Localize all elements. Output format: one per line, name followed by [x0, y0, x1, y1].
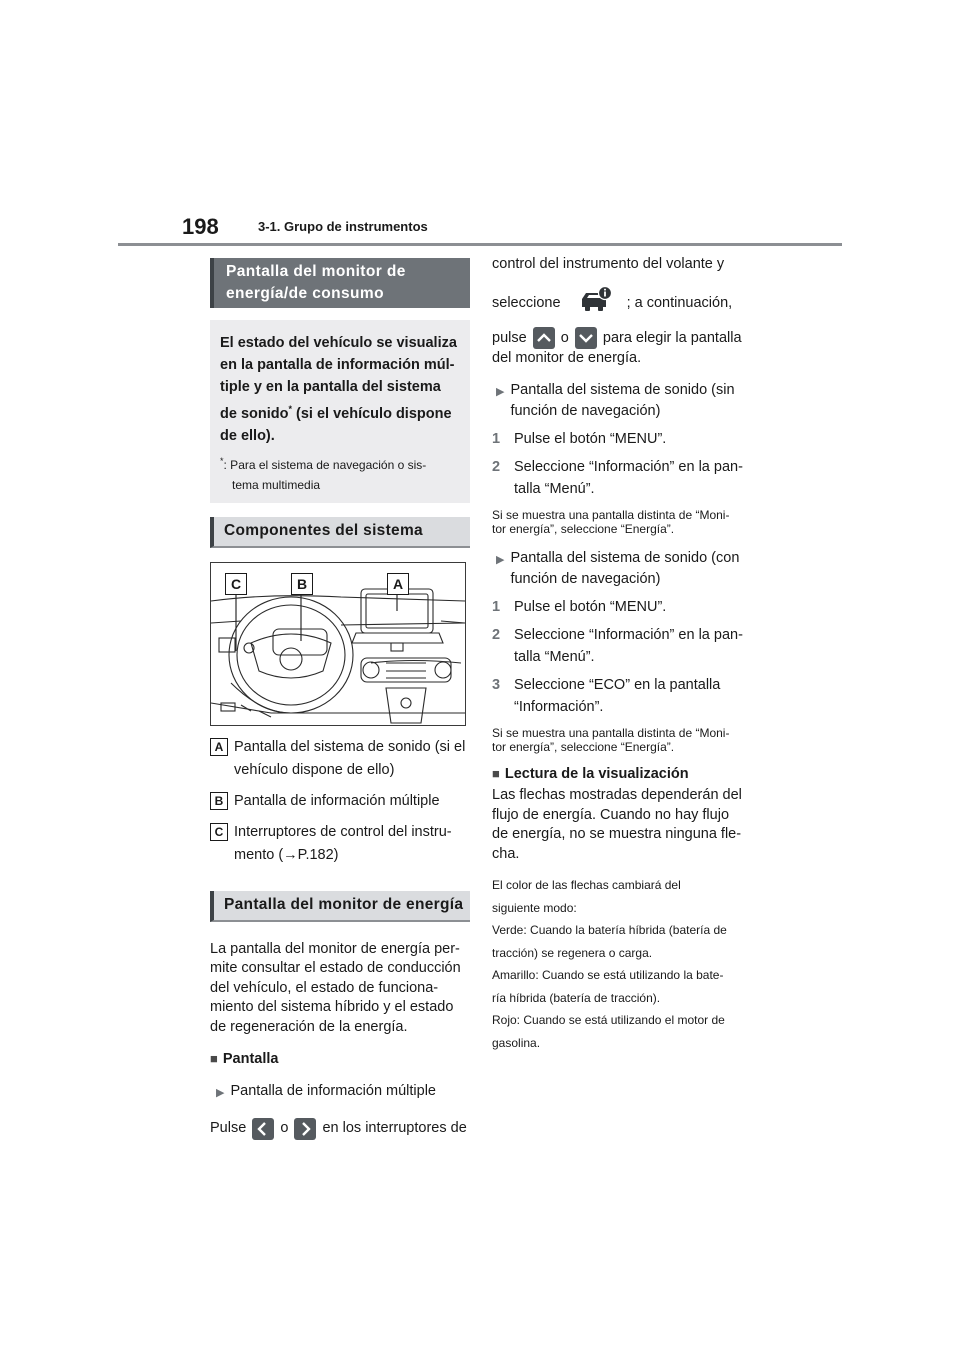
- steps-no-nav: [492, 428, 754, 500]
- left-arrow-button-icon: [252, 1118, 274, 1140]
- left-column: [210, 258, 470, 1140]
- info-line: en la pantalla de información múl-: [220, 357, 455, 373]
- chapter-title: 3-1. Grupo de instrumentos: [258, 219, 428, 234]
- continued-text: del monitor de energía.: [492, 349, 642, 366]
- info-line: tiple y en la pantalla del sistema: [220, 379, 441, 395]
- page-number: 198: [182, 214, 219, 239]
- section-heading-components: Componentes del sistema: [210, 517, 470, 548]
- triangle-bullet-icon: ▶: [496, 554, 505, 567]
- right-arrow-button-icon: [294, 1118, 316, 1140]
- legend-text: vehículo dispone de ello): [234, 761, 395, 778]
- legend-key: B: [210, 792, 228, 810]
- up-arrow-button-icon: [533, 327, 555, 349]
- legend-text: Pantalla del sistema de sonido (si el: [234, 738, 466, 755]
- figure-label-a: A: [387, 573, 409, 595]
- arrow-item-no-nav: ▶ Pantalla del sistema de sonido (sin función de navegación): [496, 380, 754, 422]
- header-rule: [118, 243, 842, 246]
- reading-paragraph: Las flechas mostradas dependerán del flujo de energía. Cuando no hay flujo de energía, no se muestra ninguna fle- cha.: [492, 787, 742, 862]
- vehicle-info-icon: [579, 285, 613, 321]
- arrow-color-notes: El color de las flechas cambiará del siguiente modo: Verde: Cuando la batería híbrida (batería de tracción) se regenera o carga. Amarillo: Cuando se está utilizando la bate- ría híbrida (batería de tracción). Rojo: Cuando se está utilizando el motor de gasolina.: [492, 878, 727, 1050]
- legend-text: Interruptores de control del instru-: [234, 823, 452, 840]
- figure-label-c: C: [225, 573, 247, 595]
- down-arrow-button-icon: [575, 327, 597, 349]
- arrow-item-mid: ▶ Pantalla de información múltiple: [216, 1081, 470, 1104]
- step-item: 2 Seleccione “Información” en la pan- talla “Menú”.: [492, 627, 743, 666]
- continued-text: control del instrumento del volante y: [492, 256, 725, 272]
- step-item: 2 Seleccione “Información” en la pan- talla “Menú”.: [492, 459, 743, 498]
- figure-label-b: B: [291, 573, 313, 595]
- subheading-lectura: ■ Lectura de la visualización: [492, 766, 754, 782]
- right-column: [492, 255, 754, 1054]
- legend-item-a: [210, 736, 470, 782]
- step-item: 1 Pulse el botón “MENU”.: [492, 431, 667, 448]
- step-item: 3 Seleccione “ECO” en la pantalla “Información”.: [492, 677, 721, 716]
- arrow-item-with-nav: ▶ Pantalla del sistema de sonido (con función de navegación): [496, 548, 754, 590]
- info-line: El estado del vehículo se visualiza: [220, 335, 457, 351]
- footnote-star: *: [288, 404, 292, 414]
- figure-legend: [210, 736, 470, 867]
- subheading-pantalla: ■ Pantalla: [210, 1051, 470, 1067]
- legend-item-c: [210, 821, 470, 867]
- energy-monitor-paragraph: La pantalla del monitor de energía per- mite consultar el estado de conducción del vehículo, el estado de funciona- miento del sistema híbrido y el estado de regeneración de la energía.: [210, 940, 461, 1035]
- step-item: 1 Pulse el botón “MENU”.: [492, 599, 667, 616]
- triangle-bullet-icon: ▶: [216, 1087, 225, 1100]
- info-box: [210, 320, 470, 503]
- footnote-cont: tema multimedia: [232, 477, 321, 492]
- legend-item-b: [210, 790, 470, 813]
- legend-key: C: [210, 823, 228, 841]
- steps-with-nav: [492, 596, 754, 718]
- footnote: *: Para el sistema de navegación o sis-: [220, 455, 427, 472]
- section-heading-energy-monitor: Pantalla del monitor de energía: [210, 891, 470, 922]
- pulse-line: Pulse o en los interruptores de: [210, 1116, 470, 1140]
- dashboard-illustration: [210, 562, 466, 726]
- section-heading-energy-consumption: Pantalla del monitor de energía/de consumo: [210, 258, 470, 308]
- note-with-nav: Si se muestra una pantalla distinta de “Moni- tor energía”, seleccione “Energía”.: [492, 726, 730, 755]
- info-line: de ello).: [220, 427, 275, 444]
- triangle-bullet-icon: ▶: [496, 386, 505, 399]
- pulse-line-right: pulse o para elegir la pantalla: [492, 327, 754, 349]
- seleccione-line: seleccione ; a continuación,: [492, 285, 754, 321]
- note-no-nav: Si se muestra una pantalla distinta de “Moni- tor energía”, seleccione “Energía”.: [492, 508, 730, 537]
- legend-text: mento (→P.182): [234, 846, 339, 863]
- dashboard-drawing: [211, 563, 465, 725]
- legend-text: Pantalla de información múltiple: [234, 792, 440, 809]
- info-line: de sonido* (si el vehículo dispone: [220, 404, 452, 422]
- legend-key: A: [210, 738, 228, 756]
